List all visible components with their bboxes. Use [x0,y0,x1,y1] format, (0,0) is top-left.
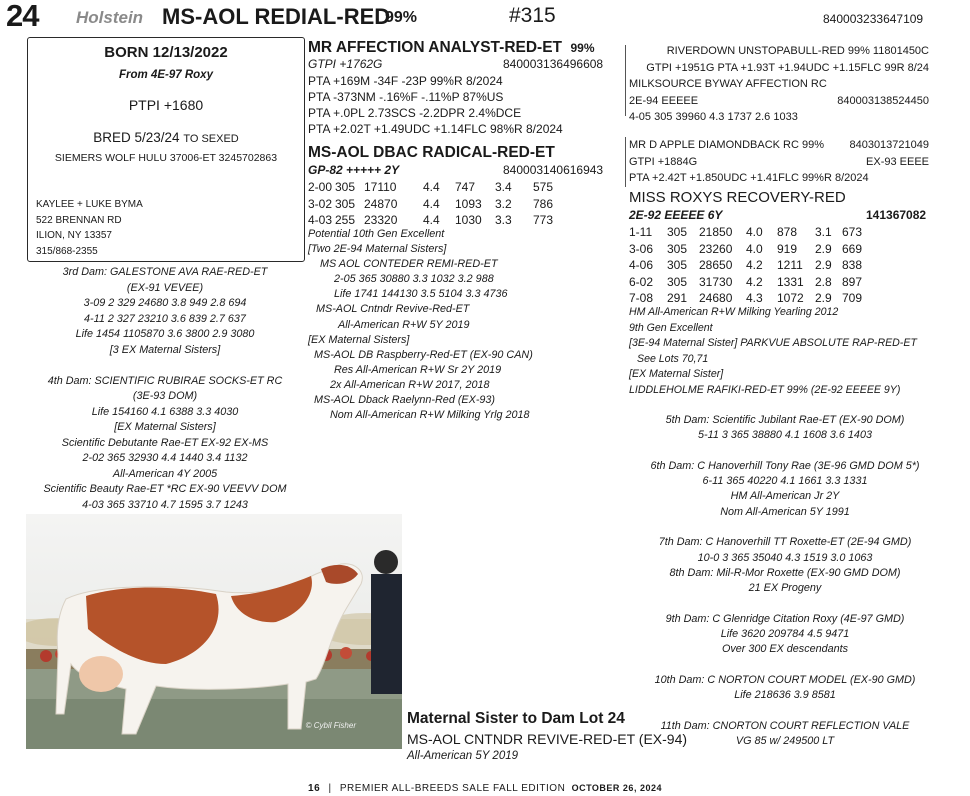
note-line: All-American R+W 5Y 2019 [338,318,470,331]
sd-line: MR D APPLE DIAMONDBACK RC 99% 8403013721049 [629,139,929,151]
owner-line: ILION, NY 13357 [36,230,112,241]
granddam-reg: 141367082 [866,208,927,222]
dam-line: 10-0 3 365 35040 4.3 1519 3.0 1063 [697,551,873,564]
record-row: 1-11 305 21850 4.0 878 3.1 673 [629,225,863,239]
dam-line: Life 3620 209784 4.5 9471 [720,628,850,641]
footer-title: PREMIER ALL-BREEDS SALE FALL EDITION [339,783,566,794]
bred-info [28,130,304,145]
dam-line: Over 300 EX descendants [721,643,849,656]
note-line: [Two 2E-94 Maternal Sisters] [308,243,447,256]
dam-line: 5-11 3 365 38880 4.1 1608 3.6 1403 [698,429,872,442]
service-sire: SIEMERS WOLF HULU 37006-ET 3245702863 [54,152,278,164]
dam-line: 9th Dam: C Glenridge Citation Roxy (4E-97 GMD) [665,612,905,625]
ss-line: RIVERDOWN UNSTOPABULL-RED 99% 11801450C [666,45,929,57]
dam-line: HM All-American Jr 2Y [730,490,840,503]
sire-reg: 840003136496608 [503,57,604,71]
dam-line: Life 218636 3.9 8581 [734,689,836,702]
dam-line: 7th Dam: C Hanoverhill TT Roxette-ET (2E-94 GMD) [658,536,912,549]
dam-line: Nom All-American 5Y 1991 [720,505,850,518]
sire-gtpi: GTPI +1762G [308,57,383,71]
cow-illustration [26,514,402,749]
breed-label: Holstein [76,8,144,27]
lower-dams-left [40,265,290,513]
ss-line: MILKSOURCE BYWAY AFFECTION RC [629,78,827,90]
dam-line: 5th Dam: Scientific Jubilant Rae-ET (EX-90 DOM) [665,414,905,426]
dam-line: 4-11 2 327 23210 3.6 839 2.7 637 [84,312,246,325]
dam-line: 4th Dam: SCIENTIFIC RUBIRAE SOCKS-ET RC [47,374,283,387]
dam-line: Scientific Debutante Rae-ET EX-92 EX-MS [61,436,269,449]
cow-photo [26,514,402,749]
dam-line-spacer [620,520,950,535]
note-line: [EX Maternal Sisters] [308,333,410,346]
note-line: HM All-American R+W Milking Yearling 2012 [629,306,839,318]
note-line: Potential 10th Gen Excellent [308,228,445,240]
note-line: See Lots 70,71 [637,352,709,365]
dam-line: 11th Dam: CNORTON COURT REFLECTION VALE [660,719,910,732]
sire-name: MR AFFECTION ANALYST-RED-ET [308,39,563,56]
from-dam: From 4E-97 Roxy [119,69,213,81]
record-row: 4-03 255 23320 4.4 1030 3.3 773 [308,213,554,227]
dam-line: 10th Dam: C NORTON COURT MODEL (EX-90 GMD) [654,674,916,687]
sire-of-dam [629,137,929,187]
dam-records [308,179,553,229]
granddam-score: 2E-92 EEEEE 6Y [629,208,723,222]
sd-line: PTA +2.42T +1.850UDC +1.41FLC 99%R 8/2024 [629,172,869,184]
note-line: 2x All-American R+W 2017, 2018 [330,378,490,391]
dam-line: 6th Dam: C Hanoverhill Tony Rae (3E-96 GMD DOM 5*) [650,459,920,472]
dam-line: [EX Maternal Sisters] [114,421,216,433]
record-row: 3-06 305 23260 4.0 919 2.9 669 [629,241,863,256]
ptpi: PTPI +1680 [128,97,204,113]
sire-pta-lines [308,73,563,137]
note-line: 9th Gen Excellent [629,321,713,334]
note-line: MS AOL CONTEDER REMI-RED-ET [320,258,498,271]
page-footer [0,783,970,794]
dam-line: 2-02 365 32930 4.4 1440 3.4 1132 [82,452,248,464]
dam-name: MS-AOL DBAC RADICAL-RED-ET [308,144,555,161]
note-line: Life 1741 144130 3.5 5104 3.3 4736 [334,288,508,301]
pta-line: PTA -373NM -.16%F -.11%P 87%US [308,90,504,104]
owner-line: 315/868-2355 [36,245,98,257]
ss-line: 4-05 305 39960 4.3 1737 2.6 1033 [629,111,798,123]
note-line: Res All-American R+W Sr 2Y 2019 [334,363,502,376]
record-row: 6-02 305 31730 4.2 1331 2.8 897 [629,274,863,289]
owner-address [36,197,143,259]
dam-line: 3rd Dam: GALESTONE AVA RAE-RED-ET [62,266,268,278]
note-line: 2-05 365 30880 3.3 1032 3.2 988 [334,273,494,286]
caption-award: All-American 5Y 2019 [407,750,519,762]
dam-line-spacer [620,444,950,459]
dam-line: 21 EX Progeny [748,582,822,595]
note-line: [EX Maternal Sister] [629,368,724,380]
page-number: 16 [308,783,321,794]
granddam-notes [629,305,917,398]
dam-line: (EX-91 VEVEE) [126,281,204,294]
caption-name: MS-AOL CNTNDR REVIVE-RED-ET (EX-94) [407,731,688,747]
dam-line-spacer [620,597,950,612]
dam-notes [308,227,533,423]
dam-line-spacer [40,358,290,374]
dam-line: 4-03 365 33710 4.7 1595 3.7 1243 [82,498,248,511]
sd-line: GTPI +1884G EX-93 EEEE [629,155,929,168]
footer-separator: | [328,783,332,794]
bred-date: BRED 5/23/24 [93,130,180,145]
ss-line: 2E-94 EEEEE 840003138524450 [629,94,929,107]
animal-percent: 99% [385,9,418,26]
note-line: MS-AOL DB Raspberry-Red-ET (EX-90 CAN) [314,348,533,361]
dam-line: Scientific Beauty Rae-ET *RC EX-90 VEEVV DOM [43,483,287,495]
caption-title: Maternal Sister to Dam Lot 24 [407,710,625,727]
owner-line: KAYLEE + LUKE BYMA [36,199,143,210]
record-row: 4-06 305 28650 4.2 1211 2.9 838 [629,258,863,272]
pedigree-line [625,137,626,187]
dam-line: [3 EX Maternal Sisters] [109,343,221,356]
dam-line: (3E-93 DOM) [132,390,198,402]
ss-line: GTPI +1951G PTA +1.93T +1.94UDC +1.15FLC 99R 8/24 [646,61,929,74]
record-row: 3-02 305 24870 4.4 1093 3.2 786 [308,196,554,211]
registration-number: 840003233647109 [823,12,924,26]
dam-score: GP-82 +++++ 2Y [308,163,400,177]
note-line: LIDDLEHOLME RAFIKI-RED-ET 99% (2E-92 EEEEE 9Y) [629,383,901,396]
dam-line: Life 154160 4.1 6388 3.3 4030 [91,405,239,418]
lower-dams-right [620,413,950,750]
dam-line: 8th Dam: Mil-R-Mor Roxette (EX-90 GMD DOM) [669,566,901,579]
granddam-records [629,224,862,307]
photographer-signature: © Cybil Fisher [305,721,356,730]
lot-number: 24 [6,0,39,33]
dam-reg: 840003140616943 [503,163,604,177]
catalog-number: #315 [509,4,556,27]
footer-date: OCTOBER 26, 2024 [571,783,662,793]
dam-line-spacer [620,658,950,673]
record-row: 7-08 291 24680 4.3 1072 2.9 709 [629,291,863,305]
dam-line: All-American 4Y 2005 [112,467,218,480]
dam-line: VG 85 w/ 249500 LT [735,735,835,748]
pta-line: PTA +.0PL 2.73SCS -2.2DPR 2.4%DCE [308,106,522,120]
sire-block [308,39,595,57]
info-box [27,37,305,262]
animal-name: MS-AOL REDIAL-RED [162,4,391,29]
owner-line: 522 BRENNAN RD [36,214,122,226]
note-line: MS-AOL Dback Raelynn-Red (EX-93) [314,394,496,407]
note-line: [3E-94 Maternal Sister] PARKVUE ABSOLUTE RAP-RED-ET [629,337,917,349]
dam-line: 6-11 365 40220 4.1 1661 3.3 1331 [702,475,868,488]
pta-line: PTA +169M -34F -23P 99%R 8/2024 [308,74,503,88]
pedigree-line [625,45,626,116]
note-line: Nom All-American R+W Milking Yrlg 2018 [330,409,530,422]
pta-line: PTA +2.02T +1.49UDC +1.14FLC 98%R 8/2024 [308,122,563,136]
birth-date: BORN 12/13/2022 [104,44,228,61]
to-sexed: TO SEXED [183,133,239,145]
sire-of-sire [629,43,929,126]
dam-line: Life 1454 1105870 3.6 3800 2.9 3080 [75,328,255,340]
granddam-name: MISS ROXYS RECOVERY-RED [629,189,846,206]
dam-line-spacer [620,704,950,719]
sire-percent: 99% [570,41,595,55]
note-line: MS-AOL Cntndr Revive-Red-ET [316,303,470,316]
dam-line: 3-09 2 329 24680 3.8 949 2.8 694 [83,297,247,309]
record-row: 2-00 305 17110 4.4 747 3.4 575 [308,180,554,194]
